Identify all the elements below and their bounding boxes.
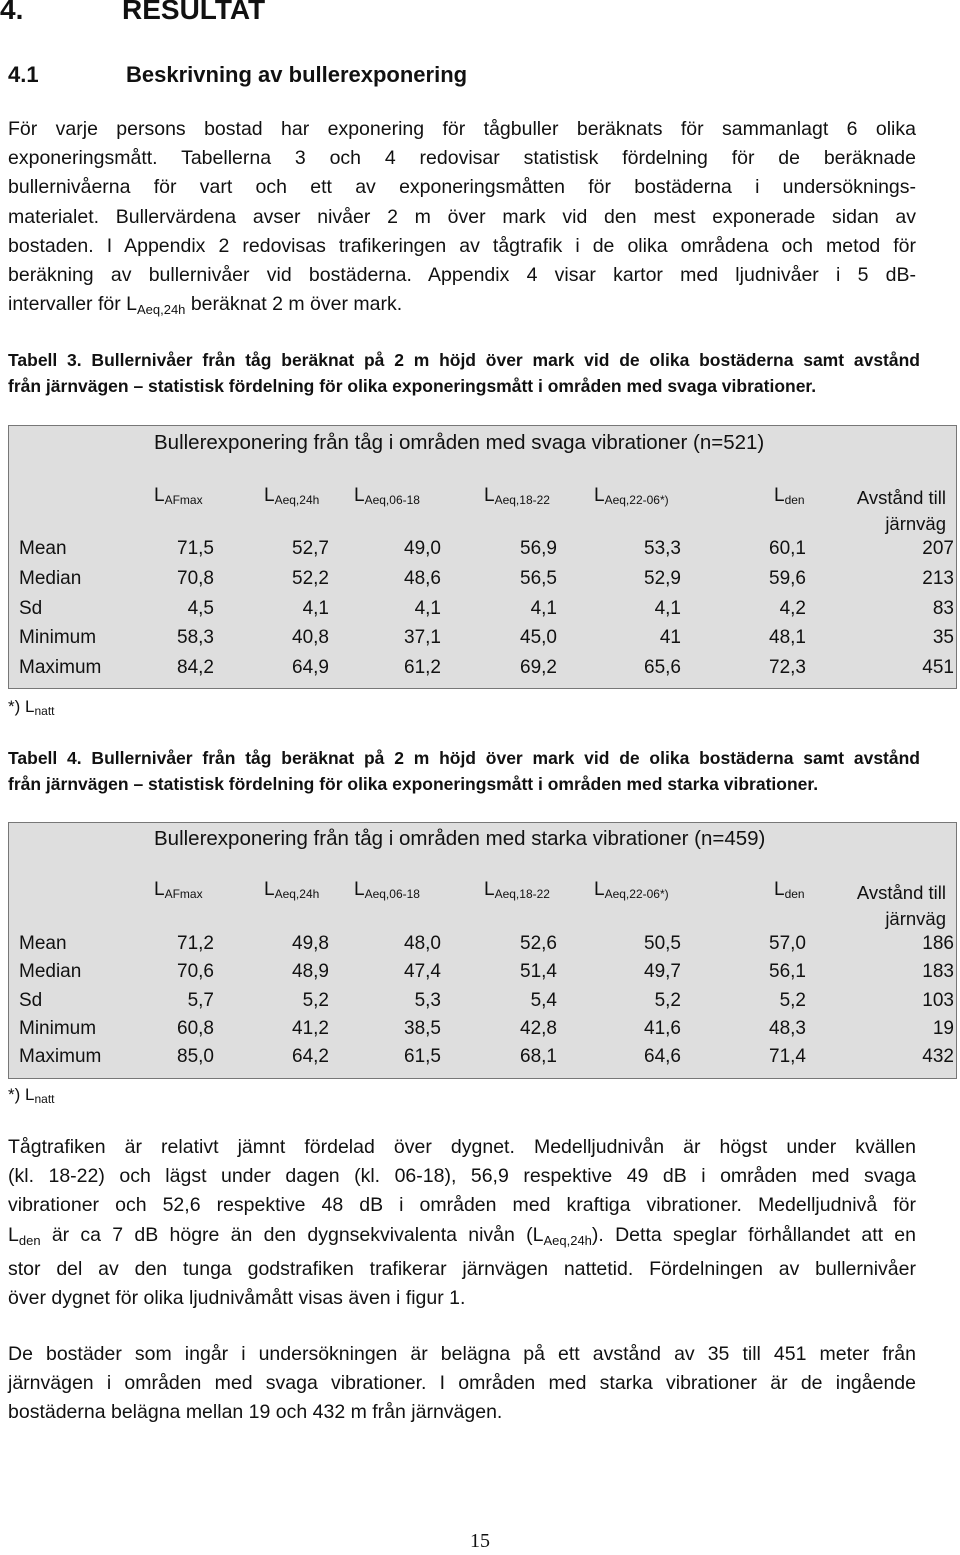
row-label: Median bbox=[19, 961, 82, 983]
text-line: vibrationer och 52,6 respektive 48 dB i områden med kraftiga vibrationer. Medelljudnivå för bbox=[8, 1194, 916, 1217]
row-label: Mean bbox=[19, 933, 67, 954]
row-label: Maximum bbox=[19, 657, 102, 679]
table3-footnote: *) $L_{natt}$ bbox=[8, 697, 55, 718]
table-cell: 64,6 bbox=[644, 1046, 681, 1068]
text-line: För varje persons bostad har exponering för tågbuller beräknats för sammanlagt 6 olika bbox=[8, 118, 916, 140]
table-cell: 53,3 bbox=[644, 538, 681, 559]
table-cell: 5,7 bbox=[187, 989, 214, 1011]
table-cell: 84,2 bbox=[177, 657, 214, 679]
table-cell: 56,9 bbox=[520, 538, 557, 559]
row-label: Minimum bbox=[19, 1017, 97, 1039]
column-header: $L_{Aeq,18-22}$ bbox=[484, 879, 550, 901]
table-cell: 65,6 bbox=[644, 657, 681, 679]
column-header: $L_{AFmax}$ bbox=[154, 485, 203, 507]
table-cell: 58,3 bbox=[177, 627, 214, 649]
row-label: Sd bbox=[19, 989, 43, 1011]
column-header: $L_{AFmax}$ bbox=[154, 879, 203, 901]
section-heading bbox=[8, 62, 467, 88]
table-cell: 5,2 bbox=[302, 989, 329, 1011]
table-row bbox=[9, 1018, 956, 1048]
table-cell: 50,5 bbox=[644, 933, 681, 954]
table-cell: 60,8 bbox=[177, 1017, 214, 1039]
table-cell: 61,2 bbox=[404, 657, 441, 679]
table-cell: 61,5 bbox=[404, 1046, 441, 1068]
row-label: Median bbox=[19, 567, 82, 589]
row-label: Maximum bbox=[19, 1046, 102, 1068]
column-header: $L_{den}$ bbox=[774, 485, 805, 507]
table-cell: 70,6 bbox=[177, 961, 214, 983]
table-cell: 68,1 bbox=[520, 1046, 557, 1068]
table-cell: 40,8 bbox=[292, 627, 329, 649]
section-number: 4.1 bbox=[8, 62, 39, 87]
table-cell: 56,5 bbox=[520, 567, 557, 589]
table-cell: 103 bbox=[922, 989, 954, 1011]
table-cell: 49,0 bbox=[404, 538, 441, 559]
table-cell: 48,3 bbox=[769, 1017, 806, 1039]
table-cell: 186 bbox=[922, 933, 954, 954]
table-cell: 5,3 bbox=[414, 989, 441, 1011]
table-cell: 45,0 bbox=[520, 627, 557, 649]
table-cell: 5,2 bbox=[654, 989, 681, 1011]
chapter-title: RESULTAT bbox=[122, 0, 266, 25]
text-line: beräkning av bullernivåer vid bostäderna. Appendix 4 visar kartor med ljudnivåer i 5 dB- bbox=[8, 264, 916, 287]
table-cell: 4,5 bbox=[187, 597, 214, 619]
table3-caption bbox=[8, 347, 920, 399]
table-row bbox=[9, 1046, 956, 1076]
table-row bbox=[9, 657, 956, 687]
column-header: $L_{Aeq,22-06*)}$ bbox=[594, 485, 669, 507]
table-cell: 48,1 bbox=[769, 627, 806, 649]
text-line: (kl. 18-22) och lägst under dagen (kl. 06-18), 56,9 respektive 49 dB i områden med svaga bbox=[8, 1165, 916, 1188]
table-cell: 48,0 bbox=[404, 933, 441, 954]
table-cell: 183 bbox=[922, 961, 954, 983]
text-line: materialet. Bullervärdena avser nivåer 2 m över mark vid den mest exponerade sidan av bbox=[8, 205, 916, 228]
page-number: 15 bbox=[470, 1530, 490, 1552]
table-cell: 432 bbox=[922, 1046, 954, 1068]
table-cell: 72,3 bbox=[769, 657, 806, 679]
table-cell: 56,1 bbox=[769, 961, 806, 983]
text-line: över dygnet för olika ljudnivåmått visas även i figur 1. bbox=[8, 1287, 466, 1310]
text-line: bullernivåerna för vart och ett av exponeringsmåtten för bostäderna i undersöknings- bbox=[8, 176, 916, 199]
caption-line: Tabell 4. Bullernivåer från tåg beräknat på 2 m höjd över mark vid de olika bostäderna samt avstånd bbox=[8, 748, 920, 768]
text-line: järnvägen i områden med svaga vibrationer. I områden med starka vibrationer är de ingående bbox=[8, 1372, 916, 1395]
table-cell: 4,1 bbox=[414, 597, 441, 619]
table-cell: 83 bbox=[932, 597, 954, 619]
table-cell: 5,2 bbox=[779, 989, 806, 1011]
table-cell: 70,8 bbox=[177, 567, 214, 589]
table-cell: 48,6 bbox=[404, 567, 441, 589]
table-cell: 41,6 bbox=[644, 1017, 681, 1039]
table4-footnote: *) $L_{natt}$ bbox=[8, 1085, 55, 1106]
table-cell: 57,0 bbox=[769, 933, 806, 954]
distance-paragraph bbox=[8, 1340, 916, 1428]
table-cell: 4,1 bbox=[530, 597, 557, 619]
table-row bbox=[9, 598, 956, 628]
caption-line: från järnvägen – statistisk fördelning för olika exponeringsmått i områden med starka vibrationer. bbox=[8, 774, 819, 794]
table-cell: 48,9 bbox=[292, 961, 329, 983]
text-line: $L_{den}$ är ca 7 dB högre än den dygnsekvivalenta nivån $(L_{Aeq,24h})$. Detta speglar förhållandet att en bbox=[8, 1223, 916, 1248]
text-line: Tågtrafiken är relativt jämnt fördelad över dygnet. Medelljudnivån är högst under kvällen bbox=[8, 1136, 916, 1158]
table-cell: 49,7 bbox=[644, 961, 681, 983]
column-header: $L_{Aeq,06-18}$ bbox=[354, 879, 420, 901]
chapter-number: 4. bbox=[0, 0, 24, 25]
table-cell: 5,4 bbox=[530, 989, 557, 1011]
row-label: Mean bbox=[19, 538, 67, 559]
column-header: $L_{den}$ bbox=[774, 879, 805, 901]
caption-line: från järnvägen – statistisk fördelning för olika exponeringsmått i områden med svaga vibrationer. bbox=[8, 376, 817, 396]
table-cell: 71,4 bbox=[769, 1046, 806, 1068]
table-cell: 85,0 bbox=[177, 1046, 214, 1068]
text-line: intervaller för $L_{Aeq,24h}$ beräknat 2 m över mark. bbox=[8, 293, 403, 318]
table-cell: 71,2 bbox=[177, 933, 214, 954]
column-header: $L_{Aeq,22-06*)}$ bbox=[594, 879, 669, 901]
table-cell: 451 bbox=[922, 657, 954, 679]
table-cell: 60,1 bbox=[769, 538, 806, 559]
table-cell: 41 bbox=[659, 627, 681, 649]
table-cell: 207 bbox=[922, 538, 954, 559]
table-row bbox=[9, 961, 956, 991]
column-header: $L_{Aeq,06-18}$ bbox=[354, 485, 420, 507]
table4 bbox=[8, 822, 957, 1079]
table-cell: 69,2 bbox=[520, 657, 557, 679]
table-cell: 52,7 bbox=[292, 538, 329, 559]
table3-title: Bullerexponering från tåg i områden med svaga vibrationer (n=521) bbox=[154, 431, 765, 454]
distance-header: Avstånd till järnväg bbox=[856, 487, 946, 534]
text-line: bostäderna belägna mellan 19 och 432 m från järnvägen. bbox=[8, 1401, 503, 1424]
table-cell: 64,2 bbox=[292, 1046, 329, 1068]
table-row bbox=[9, 990, 956, 1020]
intro-paragraph bbox=[8, 115, 916, 324]
table3 bbox=[8, 425, 957, 689]
distance-header: Avstånd till järnväg bbox=[856, 882, 946, 929]
table-row bbox=[9, 627, 956, 657]
table-cell: 47,4 bbox=[404, 961, 441, 983]
section-title: Beskrivning av bullerexponering bbox=[126, 62, 468, 87]
table-row bbox=[9, 538, 956, 568]
column-header: $L_{Aeq,24h}$ bbox=[264, 879, 320, 901]
table-cell: 41,2 bbox=[292, 1017, 329, 1039]
table-cell: 42,8 bbox=[520, 1017, 557, 1039]
table-cell: 4,1 bbox=[302, 597, 329, 619]
text-line: stor del av den tunga godstrafiken trafikerar järnvägen nattetid. Fördelningen av bullernivåer bbox=[8, 1257, 916, 1280]
column-header: $L_{Aeq,18-22}$ bbox=[484, 485, 550, 507]
table-cell: 4,2 bbox=[779, 597, 806, 619]
table-cell: 52,9 bbox=[644, 567, 681, 589]
results-paragraph bbox=[8, 1133, 916, 1313]
table-cell: 35 bbox=[932, 627, 954, 649]
caption-line: Tabell 3. Bullernivåer från tåg beräknat på 2 m höjd över mark vid de olika bostäderna samt avstånd bbox=[8, 350, 920, 370]
table-cell: 59,6 bbox=[769, 567, 806, 589]
column-header: $L_{Aeq,24h}$ bbox=[264, 485, 320, 507]
row-label: Minimum bbox=[19, 627, 97, 649]
table-cell: 71,5 bbox=[177, 538, 214, 559]
chapter-heading bbox=[0, 0, 265, 26]
table-cell: 37,1 bbox=[404, 627, 441, 649]
table-cell: 49,8 bbox=[292, 933, 329, 954]
text-line: bostaden. I Appendix 2 redovisas trafikeringen av tågtrafik i de olika områdena och metod för bbox=[8, 234, 916, 257]
table4-caption bbox=[8, 745, 920, 797]
table-cell: 19 bbox=[932, 1017, 954, 1039]
text-line: exponeringsmått. Tabellerna 3 och 4 redovisar statistisk fördelning för de beräknade bbox=[8, 147, 916, 170]
table-cell: 52,2 bbox=[292, 567, 329, 589]
text-line: De bostäder som ingår i undersökningen är belägna på ett avstånd av 35 till 451 meter från bbox=[8, 1343, 916, 1365]
table-cell: 4,1 bbox=[654, 597, 681, 619]
table-cell: 52,6 bbox=[520, 933, 557, 954]
table-cell: 51,4 bbox=[520, 961, 557, 983]
table-row bbox=[9, 933, 956, 963]
table-row bbox=[9, 568, 956, 598]
table4-title: Bullerexponering från tåg i områden med starka vibrationer (n=459) bbox=[154, 827, 766, 850]
row-label: Sd bbox=[19, 597, 43, 619]
table-cell: 38,5 bbox=[404, 1017, 441, 1039]
table-cell: 64,9 bbox=[292, 657, 329, 679]
table-cell: 213 bbox=[922, 567, 954, 589]
